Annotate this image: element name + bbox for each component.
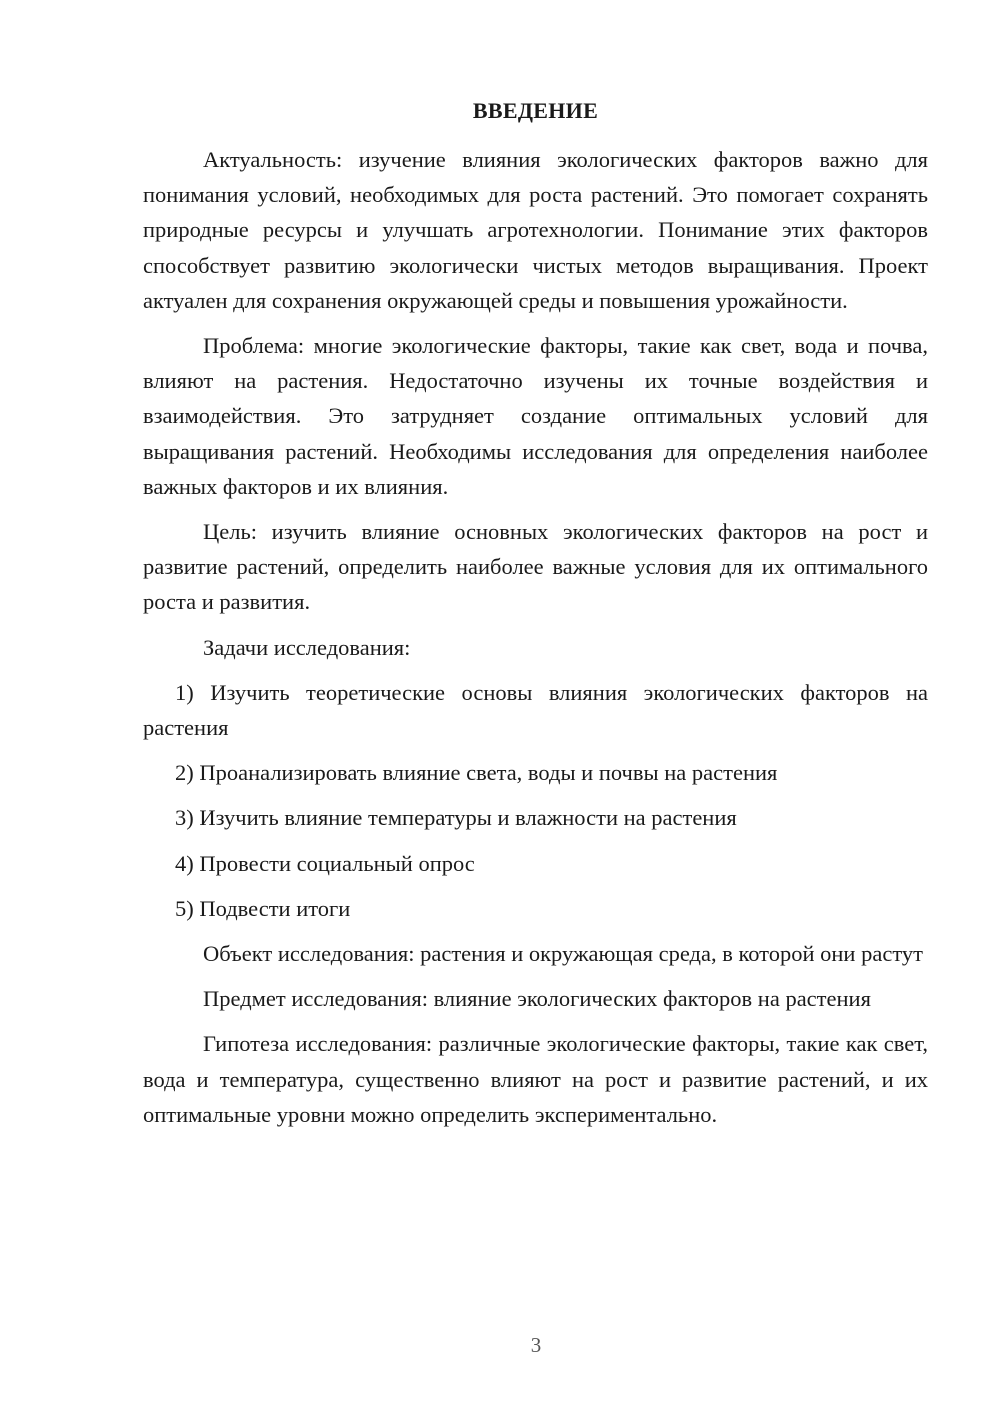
paragraph-goal: Цель: изучить влияние основных экологических факторов на рост и развитие растений, определить наиболее важные условия для их оптимального роста и развития. (143, 519, 928, 615)
task-item-4: 4) Провести социальный опрос (175, 850, 475, 876)
paragraph-relevance: Актуальность: изучение влияния экологических факторов важно для понимания условий, необходимых для роста растений. Это помогает сохранять природные ресурсы и улучшать агротехнологии. Понимание этих факторов способствует развитию экологически чистых методов выращивания. Проект актуален для сохранения окружающей среды и повышения урожайности. (143, 147, 928, 313)
paragraph-problem: Проблема: многие экологические факторы, такие как свет, вода и почва, влияют на растения. Недостаточно изучены их точные воздействия и взаимодействия. Это затрудняет создание оптимальных условий для выращивания растений. Необходимы исследования для определения наиболее важных факторов и их влияния. (143, 333, 928, 499)
task-item-1: 1) Изучить теоретические основы влияния экологических факторов на растения (143, 679, 928, 741)
document-body (143, 142, 928, 1142)
paragraph-hypothesis: Гипотеза исследования: различные экологические факторы, такие как свет, вода и температура, существенно влияют на рост и развитие растений, и их оптимальные уровни можно определить экспериментально. (143, 1031, 928, 1127)
paragraph-tasks-heading: Задачи исследования: (203, 634, 411, 660)
page-title: ВВЕДЕНИЕ (472, 98, 599, 123)
page-number: 3 (530, 1333, 542, 1357)
task-item-5: 5) Подвести итоги (175, 895, 351, 921)
task-item-3: 3) Изучить влияние температуры и влажности на растения (175, 805, 737, 831)
paragraph-object: Объект исследования: растения и окружающая среда, в которой они растут (203, 941, 923, 967)
task-item-2: 2) Проанализировать влияние света, воды и почвы на растения (175, 760, 778, 786)
paragraph-subject: Предмет исследования: влияние экологических факторов на растения (203, 986, 871, 1012)
